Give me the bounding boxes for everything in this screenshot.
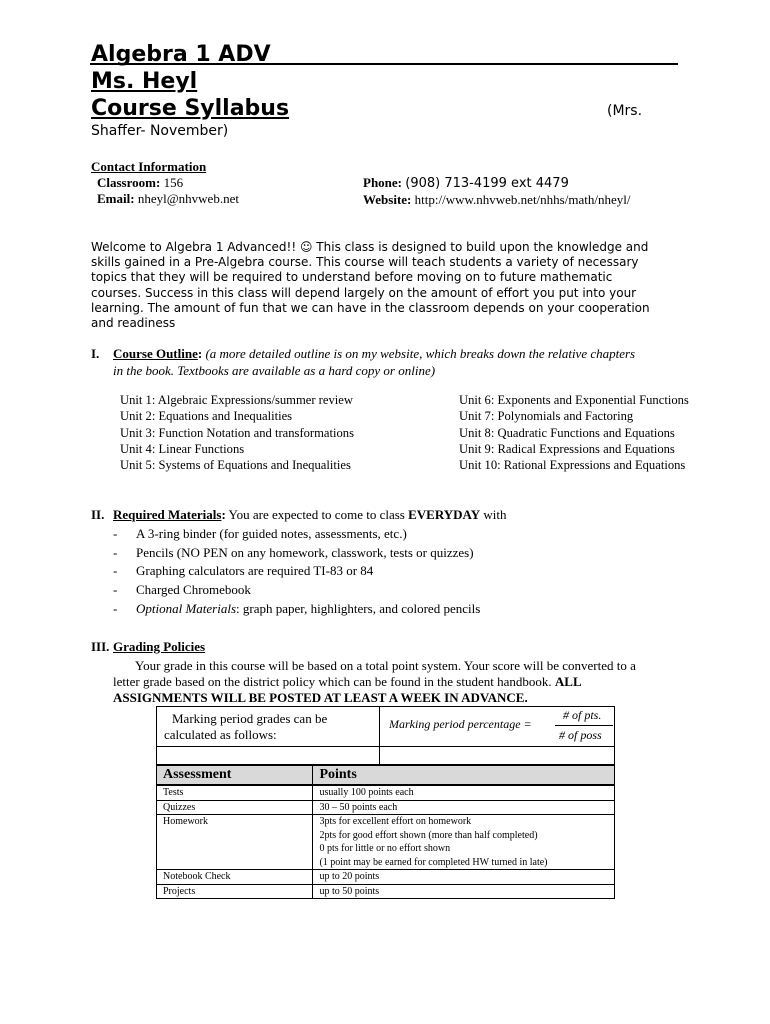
grading-para-line1: Your grade in this course will be based on a total point system. Your score will be converted to a xyxy=(135,658,636,673)
course-outline-title: Course Outline xyxy=(113,346,198,361)
points-cell xyxy=(313,815,615,870)
classroom-label: Classroom: xyxy=(97,175,161,190)
table-row xyxy=(157,870,615,885)
welcome-line: courses. Success in this class will depend largely on the amount of effort you put into your xyxy=(91,285,637,300)
unit-item: Unit 2: Equations and Inequalities xyxy=(120,409,293,424)
welcome-line: and readiness xyxy=(91,316,176,331)
unit-item: Unit 1: Algebraic Expressions/summer review xyxy=(120,393,353,407)
grading-table xyxy=(156,764,615,899)
classroom-value: 156 xyxy=(163,175,184,190)
welcome-line: Welcome to Algebra 1 Advanced!! ☺ This class is designed to build upon the knowledge and xyxy=(91,240,649,254)
table-row xyxy=(157,800,615,815)
phone-line xyxy=(363,175,569,191)
table-header-row xyxy=(157,765,615,785)
formula-numerator: # of pts. xyxy=(563,708,602,722)
email-value[interactable]: nheyl@nhvweb.net xyxy=(137,191,239,206)
column-header-points: Points xyxy=(313,765,615,785)
table-row xyxy=(157,785,615,800)
contact-heading: Contact Information xyxy=(91,159,207,174)
unit-item: Unit 6: Exponents and Exponential Functions xyxy=(459,393,689,407)
colon: : xyxy=(221,507,226,522)
points-cell: 30 – 50 points each xyxy=(313,800,615,815)
assessment-cell: Homework xyxy=(157,815,313,870)
teacher-name: Ms. Heyl xyxy=(91,69,198,94)
para-bold: ALL xyxy=(554,674,582,689)
course-title: Algebra 1 ADV xyxy=(91,42,271,67)
welcome-line: topics that they will be required to understand before moving on to future mathematic xyxy=(91,270,613,285)
welcome-paragraph xyxy=(91,240,650,331)
points-line: 0 pts for little or no effort shown xyxy=(319,843,451,854)
website-label: Website: xyxy=(363,192,412,207)
unit-item: Unit 8: Quadratic Functions and Equations xyxy=(459,425,675,440)
title-underline-rule xyxy=(90,63,678,65)
list-item xyxy=(113,600,480,619)
formula-label: Marking period percentage = xyxy=(389,717,532,731)
table-row xyxy=(157,884,615,899)
website-value[interactable]: http://www.nhvweb.net/nhhs/math/nheyl/ xyxy=(414,192,631,207)
unit-item: Unit 5: Systems of Equations and Inequalities xyxy=(120,458,351,473)
unit-item: Unit 10: Rational Expressions and Equations xyxy=(459,458,686,473)
bullet: - xyxy=(113,600,118,616)
materials-heading xyxy=(113,507,507,523)
bullet: - xyxy=(113,563,118,579)
materials-intro-end: with xyxy=(480,507,507,522)
grading-para-line3: ASSIGNMENTS WILL BE POSTED AT LEAST A WEEK IN ADVANCE. xyxy=(113,690,528,705)
website-line xyxy=(363,192,630,208)
email-line xyxy=(97,191,239,207)
bullet: - xyxy=(113,582,118,598)
unit-item: Unit 7: Polynomials and Factoring xyxy=(459,409,634,424)
assessment-cell: Projects xyxy=(157,884,313,899)
table-row xyxy=(157,815,615,870)
points-cell: up to 20 points xyxy=(313,870,615,885)
materials-title: Required Materials xyxy=(113,507,222,522)
unit-item: Unit 3: Function Notation and transformations xyxy=(120,425,355,440)
material-text: Charged Chromebook xyxy=(136,582,251,598)
grading-title: Grading Policies xyxy=(113,639,206,654)
points-cell: usually 100 points each xyxy=(313,785,615,800)
materials-everyday: EVERYDAY xyxy=(408,507,481,522)
points-cell: up to 50 points xyxy=(313,884,615,899)
assessment-cell: Notebook Check xyxy=(157,870,313,885)
column-header-assessment: Assessment xyxy=(157,765,313,785)
material-text: Pencils (NO PEN on any homework, classwork, tests or quizzes) xyxy=(136,544,474,560)
unit-item: Unit 4: Linear Functions xyxy=(120,441,245,456)
points-line: (1 point may be earned for completed HW turned in late) xyxy=(319,856,548,868)
phone-label: Phone: xyxy=(363,175,402,190)
list-item xyxy=(113,525,480,544)
course-outline-heading xyxy=(113,346,635,362)
email-label: Email: xyxy=(97,191,135,206)
formula-box xyxy=(156,706,615,766)
colon: : xyxy=(197,346,203,361)
phone-value: (908) 713-4199 ext 4479 xyxy=(405,176,569,191)
section-numeral-2: II. xyxy=(91,507,105,522)
co-teacher-note-a: (Mrs. xyxy=(607,103,643,119)
co-teacher-note-b: Shaffer- November) xyxy=(91,123,229,139)
syllabus-heading: Course Syllabus xyxy=(91,96,290,121)
points-line: 3pts for excellent effort on homework xyxy=(319,816,472,827)
welcome-line: skills gained in a Pre-Algebra course. This course will teach students a variety of necessary xyxy=(91,255,639,270)
material-text: Graphing calculators are required TI-83 or 84 xyxy=(136,563,374,579)
formula-intro-2: calculated as follows: xyxy=(164,727,277,742)
unit-item: Unit 9: Radical Expressions and Equations xyxy=(459,441,675,456)
bullet: - xyxy=(113,544,118,560)
section-numeral-1: I. xyxy=(91,346,100,361)
optional-text: : graph paper, highlighters, and colored pencils xyxy=(236,600,481,616)
materials-list xyxy=(113,525,480,619)
para-text: letter grade based on the district policy which can be found in the student handbook. xyxy=(113,674,555,689)
outline-note-1: (a more detailed outline is on my website, which breaks down the relative chapters xyxy=(205,346,636,361)
classroom-line xyxy=(97,175,183,191)
units-right-list xyxy=(459,392,689,473)
list-item xyxy=(113,562,480,581)
outline-note-2: in the book. Textbooks are available as a hard copy or online) xyxy=(113,363,436,378)
list-item xyxy=(113,544,480,563)
list-item xyxy=(113,581,480,600)
points-line: 2pts for good effort shown (more than half completed) xyxy=(319,829,538,841)
fraction-bar xyxy=(555,725,613,726)
section-numeral-3: III. xyxy=(91,639,110,654)
grading-para-line2 xyxy=(113,674,582,690)
assessment-cell: Tests xyxy=(157,785,313,800)
bullet: - xyxy=(113,526,118,541)
welcome-line: learning. The amount of fun that we can have in the classroom depends on your cooperation xyxy=(91,300,650,315)
assessment-cell: Quizzes xyxy=(157,800,313,815)
optional-label: Optional Materials xyxy=(136,600,237,616)
formula-intro-1: Marking period grades can be xyxy=(172,711,328,726)
formula-denominator: # of poss xyxy=(559,728,602,742)
units-left-list xyxy=(120,392,354,473)
material-text: A 3-ring binder (for guided notes, assessments, etc.) xyxy=(136,526,407,541)
materials-intro: You are expected to come to class xyxy=(225,507,409,522)
